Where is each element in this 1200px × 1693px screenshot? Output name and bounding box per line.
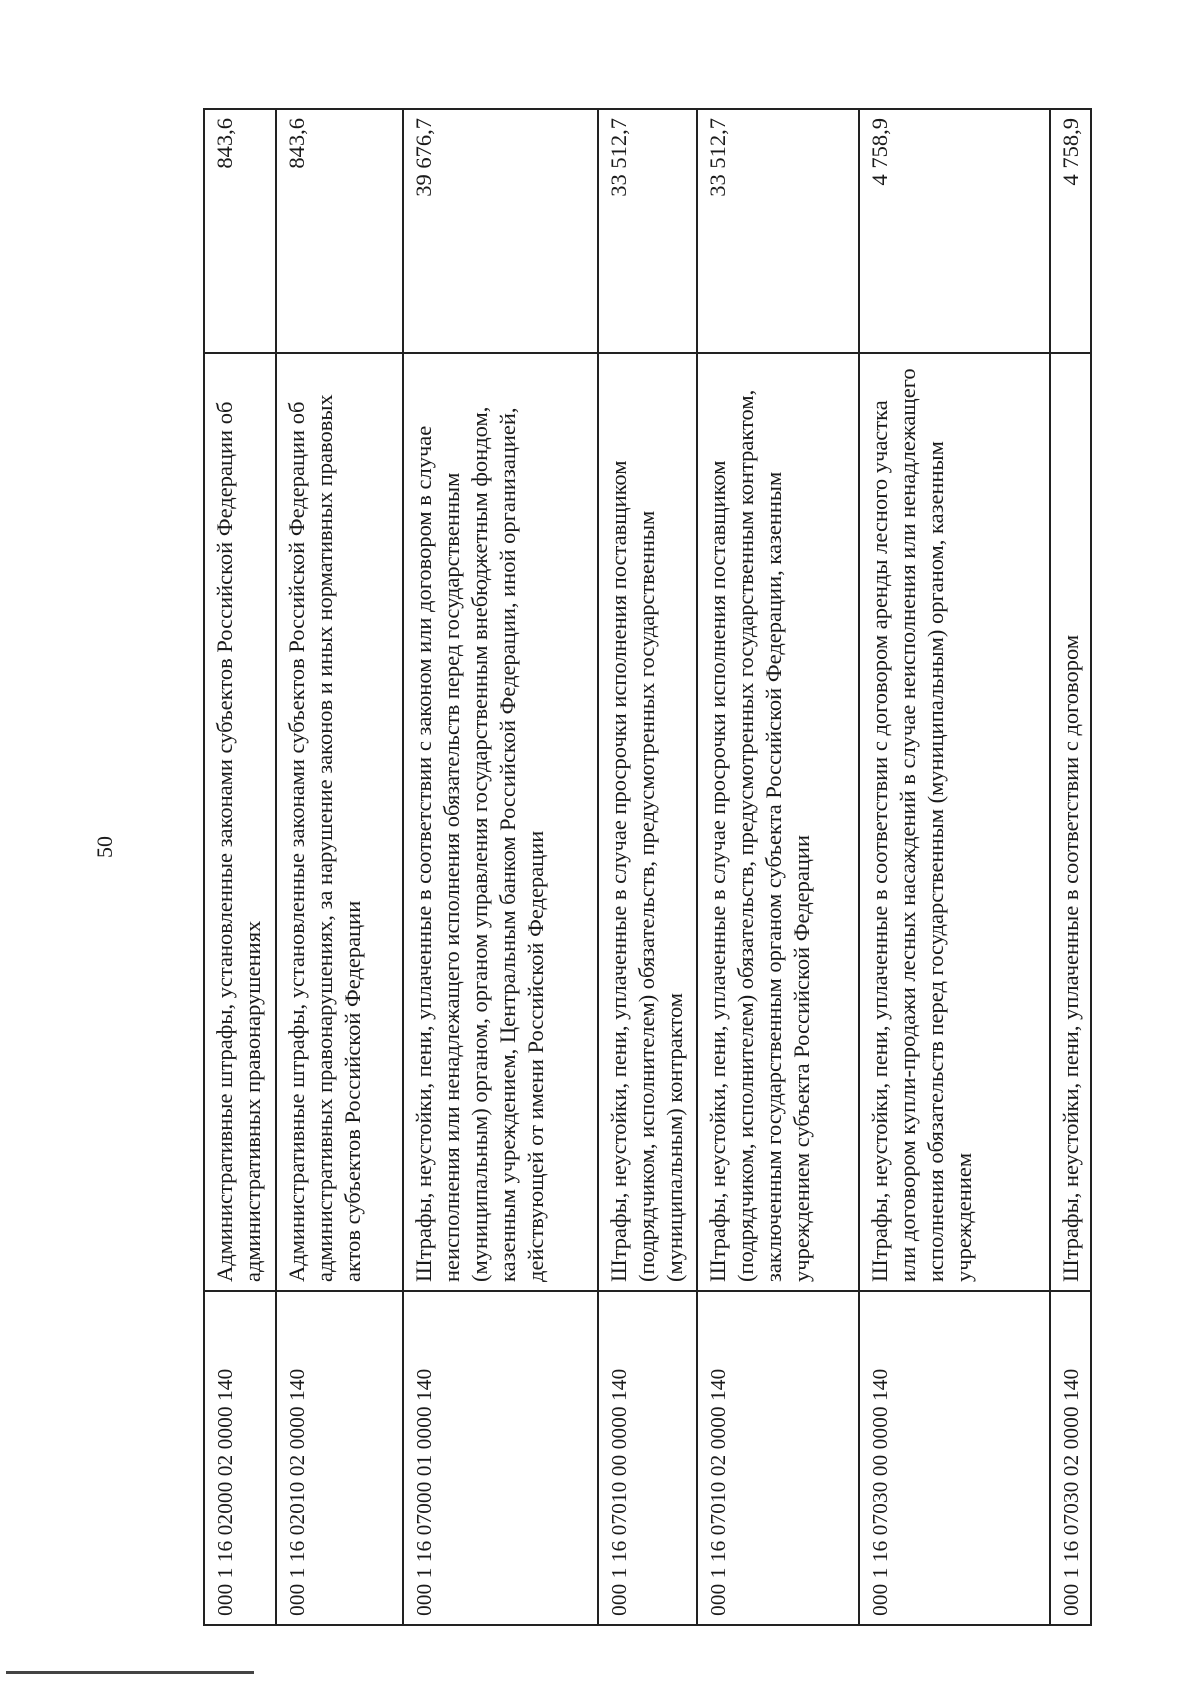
budget-revenue-table bbox=[203, 108, 1092, 1626]
rotated-table-container bbox=[203, 110, 1092, 1626]
description-cell: Штрафы, неустойки, пени, уплаченные в случае просрочки исполнения поставщиком (подрядчиком, исполнителем) обязательств, предусмотренных государственным (муниципальным) контрактом bbox=[598, 353, 697, 1291]
revenue-code-cell: 000 1 16 02000 02 0000 140 bbox=[204, 1291, 276, 1625]
description-cell: Административные штрафы, установленные законами субъектов Российской Федерации об административных правонарушениях, за нарушение законов и иных нормативных правовых актов субъектов Российской Федерации bbox=[276, 353, 403, 1291]
revenue-code-cell: 000 1 16 07030 00 0000 140 bbox=[859, 1291, 1050, 1625]
amount-cell: 39 676,7 bbox=[403, 109, 598, 353]
amount-cell: 4 758,9 bbox=[859, 109, 1050, 353]
table-row bbox=[1050, 109, 1091, 1625]
table-row bbox=[276, 109, 403, 1625]
revenue-code-cell: 000 1 16 07000 01 0000 140 bbox=[403, 1291, 598, 1625]
page-number: 50 bbox=[92, 836, 117, 858]
revenue-code-cell: 000 1 16 02010 02 0000 140 bbox=[276, 1291, 403, 1625]
table-row bbox=[859, 109, 1050, 1625]
description-cell: Штрафы, неустойки, пени, уплаченные в случае просрочки исполнения поставщиком (подрядчиком, исполнителем) обязательств, предусмотренных государственным контрактом, заключенным государственным органом субъекта Российской Федерации, казенным учреждением субъекта Российской Федерации bbox=[697, 353, 859, 1291]
amount-cell: 843,6 bbox=[204, 109, 276, 353]
description-cell: Штрафы, неустойки, пени, уплаченные в соответствии с договором аренды лесного участка или договором купли-продажи лесных насаждений в случае неисполнения или ненадлежащего исполнения обязательств перед государственным (муниципальным) органом, казенным учреждением bbox=[859, 353, 1050, 1291]
table-row bbox=[204, 109, 276, 1625]
amount-cell: 4 758,9 bbox=[1050, 109, 1091, 353]
description-cell: Штрафы, неустойки, пени, уплаченные в соответствии с договором bbox=[1050, 353, 1091, 1291]
revenue-code-cell: 000 1 16 07030 02 0000 140 bbox=[1050, 1291, 1091, 1625]
revenue-code-cell: 000 1 16 07010 00 0000 140 bbox=[598, 1291, 697, 1625]
description-cell: Административные штрафы, установленные законами субъектов Российской Федерации об административных правонарушениях bbox=[204, 353, 276, 1291]
amount-cell: 843,6 bbox=[276, 109, 403, 353]
table-row bbox=[697, 109, 859, 1625]
footer-rule bbox=[6, 1671, 254, 1674]
description-cell: Штрафы, неустойки, пени, уплаченные в соответствии с законом или договором в случае неисполнения или ненадлежащего исполнения обязательств перед государственным (муниципальным) органом, органом управления государственным внебюджетным фондом, казенным учреждением, Центральным банком Российской Федерации, иной организацией, действующей от имени Российской Федерации bbox=[403, 353, 598, 1291]
revenue-code-cell: 000 1 16 07010 02 0000 140 bbox=[697, 1291, 859, 1625]
table-row bbox=[598, 109, 697, 1625]
amount-cell: 33 512,7 bbox=[598, 109, 697, 353]
amount-cell: 33 512,7 bbox=[697, 109, 859, 353]
table-row bbox=[403, 109, 598, 1625]
